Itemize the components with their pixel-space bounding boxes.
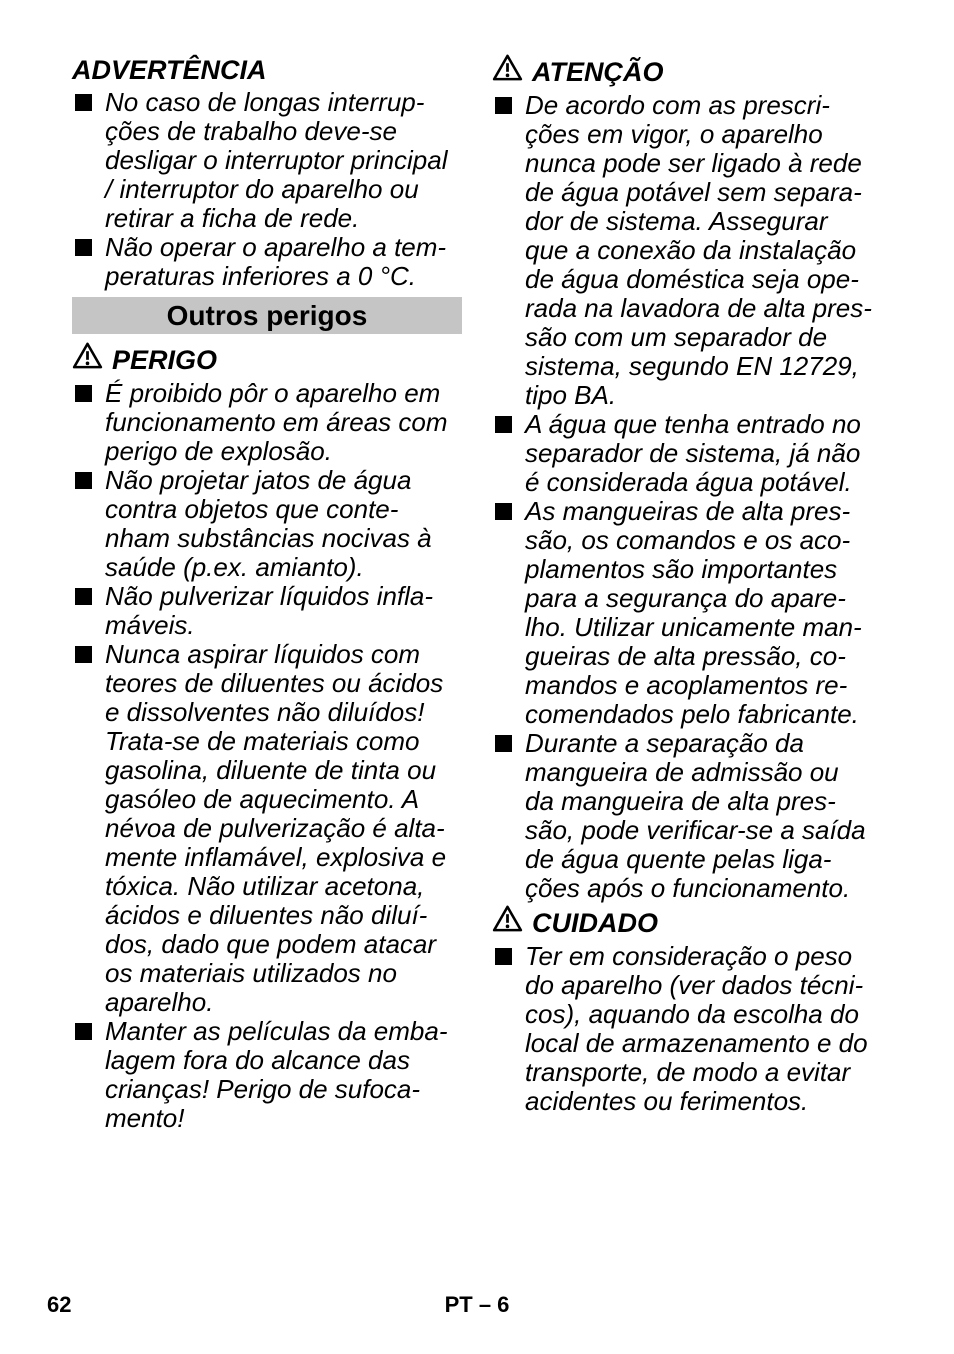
text-line: rada na lavadora de alta pres- [525,293,872,323]
bullet-square-icon [492,942,525,1116]
bullet-item [72,640,462,1017]
text-line: de água potável sem separa- [525,177,862,207]
text-line: são com um separador de [525,322,828,352]
text-line: Manter as películas da emba- [105,1016,448,1046]
text-line: e dissolventes não diluídos! [105,697,425,727]
section-heading [492,904,882,941]
text-line: nham substâncias nocivas à [105,523,432,553]
text-line: mento! [105,1103,185,1133]
text-line: Não projetar jatos de água [105,465,412,495]
text-line: são, os comandos e os aco- [525,525,851,555]
bullet-text [525,91,882,410]
text-line: gasolina, diluente de tinta ou [105,755,437,785]
text-line: Trata-se de materiais como [105,726,420,756]
bullet-text [105,379,462,466]
text-line: névoa de pulverização é alta- [105,813,445,843]
text-line: ções de trabalho deve-se [105,116,397,146]
section-heading-label: CUIDADO [532,907,658,938]
bullet-square-icon [492,91,525,410]
bullet-text [105,640,462,1017]
bullet-square-icon [72,88,105,233]
text-line: mandos e acoplamentos re- [525,670,848,700]
section-heading-label: ATENÇÃO [532,56,664,87]
bullet-square-icon [72,233,105,291]
text-columns [72,52,882,1133]
text-line: No caso de longas interrup- [105,87,425,117]
bullet-square-icon [72,1017,105,1133]
text-line: para a segurança do apare- [525,583,846,613]
bullet-item [492,91,882,410]
text-line: separador de sistema, já não [525,438,861,468]
text-line: lho. Utilizar unicamente man- [525,612,862,642]
bullet-item [492,942,882,1116]
bullet-square-icon [492,729,525,903]
text-line: Nunca aspirar líquidos com [105,639,421,669]
text-line: nunca pode ser ligado à rede [525,148,862,178]
bullet-item [492,729,882,903]
text-line: A água que tenha entrado no [525,409,861,439]
text-line: Ter em consideração o peso [525,941,853,971]
text-line: De acordo com as prescri- [525,90,830,120]
bullet-square-icon [72,466,105,582]
text-line: perigo de explosão. [105,436,332,466]
text-line: de água quente pelas liga- [525,844,832,874]
bullet-text [105,88,462,233]
text-line: ções após o funcionamento. [525,873,851,903]
bullet-square-icon [492,497,525,729]
text-line: As mangueiras de alta pres- [525,496,851,526]
text-line: ácidos e diluentes não diluí- [105,900,428,930]
bullet-text [105,233,462,291]
text-line: cos), aquando da escolha do [525,999,859,1029]
bullet-text [525,410,882,497]
text-line: gueiras de alta pressão, co- [525,641,846,671]
bullet-square-icon [72,640,105,1017]
bullet-item [492,497,882,729]
text-line: Não operar o aparelho a tem- [105,232,447,262]
text-line: aparelho. [105,987,214,1017]
text-line: plamentos são importantes [525,554,838,584]
warning-triangle-icon [492,53,523,90]
bullet-item [492,410,882,497]
text-line: saúde (p.ex. amianto). [105,552,364,582]
text-line: Durante a separação da [525,728,804,758]
bullet-item [72,466,462,582]
text-line: sistema, segundo EN 12729, [525,351,859,381]
text-line: ções em vigor, o aparelho [525,119,823,149]
bullet-item [72,88,462,233]
text-line: os materiais utilizados no [105,958,397,988]
bullet-text [525,942,882,1116]
text-line: mente inflamável, explosiva e [105,842,447,872]
section-heading-label: PERIGO [112,344,218,375]
text-line: da mangueira de alta pres- [525,786,836,816]
text-line: retirar a ficha de rede. [105,203,360,233]
bullet-square-icon [72,582,105,640]
text-line: transporte, de modo a evitar [525,1057,851,1087]
bullet-item [72,379,462,466]
right-column [492,52,882,1133]
text-line: comendados pelo fabricante. [525,699,859,729]
text-line: peraturas inferiores a 0 °C. [105,261,416,291]
section-heading [492,53,882,90]
text-line: teores de diluentes ou ácidos [105,668,444,698]
text-line: de água doméstica seja ope- [525,264,859,294]
section-heading-label: ADVERTÊNCIA [72,55,267,85]
bullet-square-icon [492,410,525,497]
bullet-item [72,233,462,291]
warning-triangle-icon [492,904,523,941]
text-line: tóxica. Não utilizar acetona, [105,871,425,901]
bullet-text [525,497,882,729]
text-line: que a conexão da instalação [525,235,857,265]
text-line: / interruptor do aparelho ou [105,174,419,204]
bullet-text [105,582,462,640]
bullet-text [525,729,882,903]
doc-ref: PT – 6 [444,1292,510,1317]
section-banner: Outros perigos [72,297,462,334]
text-line: gasóleo de aquecimento. A [105,784,420,814]
text-line: tipo BA. [525,380,617,410]
text-line: dor de sistema. Assegurar [525,206,828,236]
bullet-item [72,582,462,640]
bullet-item [72,1017,462,1133]
left-column [72,52,462,1133]
text-line: lagem fora do alcance das [105,1045,410,1075]
text-line: funcionamento em áreas com [105,407,448,437]
page-number: 62 [47,1292,72,1317]
section-heading [72,53,462,87]
text-line: dos, dado que podem atacar [105,929,437,959]
warning-triangle-icon [72,341,103,378]
text-line: Não pulverizar líquidos infla- [105,581,434,611]
text-line: do aparelho (ver dados técni- [525,970,864,1000]
text-line: mangueira de admissão ou [525,757,839,787]
text-line: máveis. [105,610,195,640]
section-heading [72,341,462,378]
bullet-text [105,466,462,582]
text-line: crianças! Perigo de sufoca- [105,1074,421,1104]
text-line: são, pode verificar-se a saída [525,815,866,845]
text-line: é considerada água potável. [525,467,852,497]
text-line: local de armazenamento e do [525,1028,868,1058]
text-line: É proibido pôr o aparelho em [105,378,441,408]
bullet-square-icon [72,379,105,466]
text-line: acidentes ou ferimentos. [525,1086,809,1116]
text-line: contra objetos que conte- [105,494,399,524]
text-line: desligar o interruptor principal [105,145,448,175]
bullet-text [105,1017,462,1133]
